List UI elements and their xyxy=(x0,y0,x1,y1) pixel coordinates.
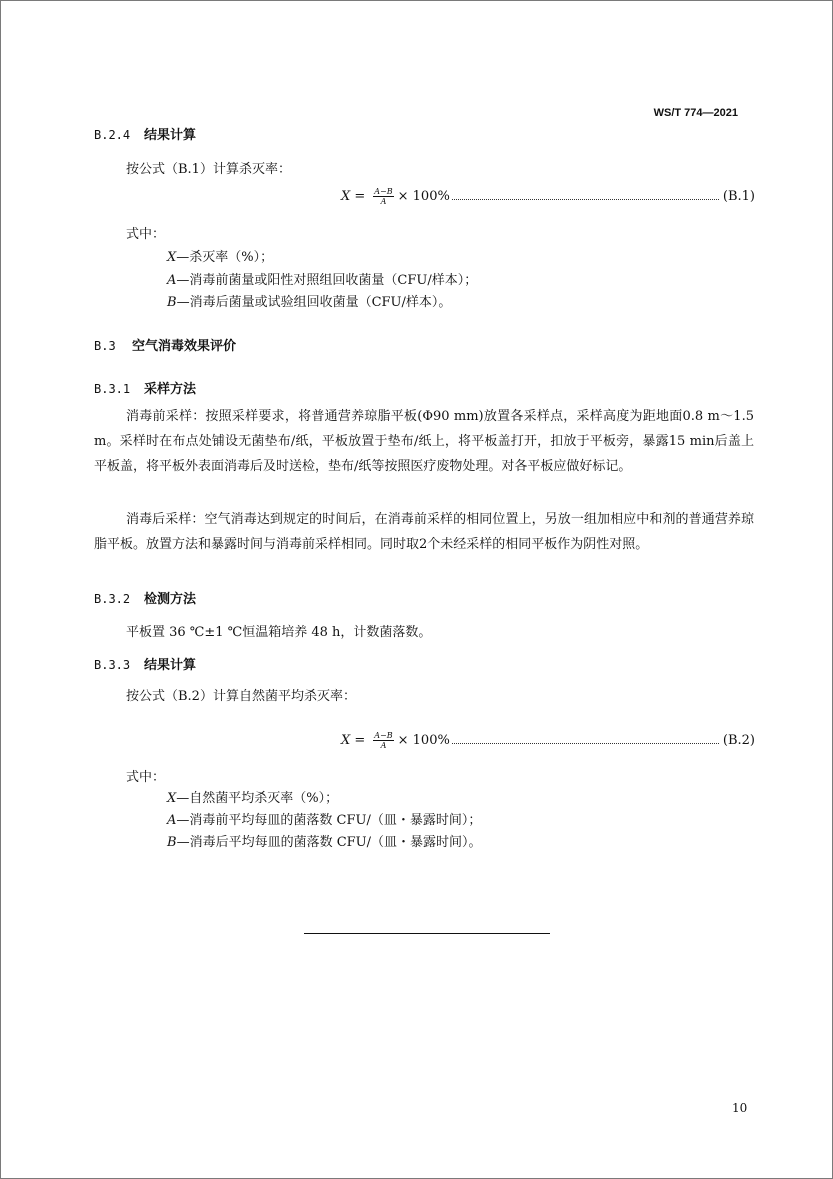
heading-number: B.2.4 xyxy=(94,128,131,142)
definition-item: B—消毒后菌量或试验组回收菌量（CFU/样本）。 xyxy=(167,295,452,310)
heading-title: 采样方法 xyxy=(144,382,197,397)
heading-title: 结果计算 xyxy=(144,128,197,143)
definition-item: A—消毒前平均每皿的菌落数 CFU/（皿・暴露时间）； xyxy=(167,813,482,828)
formula-fraction xyxy=(373,187,393,206)
heading-b32 xyxy=(94,588,196,607)
definition-item: X—自然菌平均杀灭率（%）； xyxy=(167,791,339,806)
heading-title: 空气消毒效果评价 xyxy=(132,339,237,354)
formula-lhs: X = xyxy=(341,189,366,204)
formula-rhs: × 100% xyxy=(397,733,450,748)
heading-number: B.3.1 xyxy=(94,382,131,396)
fraction-numerator: A−B xyxy=(374,731,393,740)
formula-rhs: × 100% xyxy=(397,189,450,204)
formula-b1 xyxy=(341,187,755,206)
where-label: 式中： xyxy=(126,227,166,242)
definition-item: B—消毒后平均每皿的菌落数 CFU/（皿・暴露时间）。 xyxy=(167,835,482,850)
formula-label: (B.1) xyxy=(722,189,755,204)
formula-lhs: X = xyxy=(341,733,366,748)
standard-number: WS/T 774—2021 xyxy=(653,107,738,119)
heading-number: B.3 xyxy=(94,339,116,353)
formula-intro: 按公式（B.2）计算自然菌平均杀灭率： xyxy=(126,689,356,704)
formula-fraction xyxy=(373,731,393,750)
fraction-denominator: A xyxy=(380,741,387,750)
heading-b3 xyxy=(94,335,236,354)
formula-b2 xyxy=(341,731,755,750)
end-rule xyxy=(304,933,550,934)
fraction-denominator: A xyxy=(380,197,387,206)
fraction-numerator: A−B xyxy=(374,187,393,196)
formula-label: (B.2) xyxy=(722,733,755,748)
heading-number: B.3.2 xyxy=(94,592,131,606)
leader-dots xyxy=(452,743,719,744)
heading-b31 xyxy=(94,378,196,397)
definition-item: X—杀灭率（%）； xyxy=(167,250,274,265)
heading-title: 检测方法 xyxy=(144,592,197,607)
paragraph-pre-sampling: 消毒前采样：按照采样要求，将普通营养琼脂平板(Φ90 mm)放置各采样点，采样高度为距地面0.8 m～1.5 m。采样时在布点处铺设无菌垫布/纸，平板放置于垫布/纸上，将平板盖打开，扣放于平板旁，暴露15 min后盖上平板盖，将平板外表面消毒后及时送检，垫布/纸等按照医疗废物处理。对各平板应做好标记。 xyxy=(94,409,754,474)
definition-item: A—消毒前菌量或阳性对照组回收菌量（CFU/样本）； xyxy=(167,273,478,288)
heading-b24 xyxy=(94,124,196,143)
page-number: 10 xyxy=(732,1101,748,1115)
heading-b33 xyxy=(94,654,196,673)
paragraph-post-sampling: 消毒后采样：空气消毒达到规定的时间后，在消毒前采样的相同位置上，另放一组加相应中和剂的普通营养琼脂平板。放置方法和暴露时间与消毒前采样相同。同时取2个未经采样的相同平板作为阴性对照。 xyxy=(94,512,754,552)
formula-intro: 按公式（B.1）计算杀灭率： xyxy=(126,162,291,177)
detection-text: 平板置 36 ℃±1 ℃恒温箱培养 48 h，计数菌落数。 xyxy=(126,625,432,640)
heading-number: B.3.3 xyxy=(94,658,131,672)
where-label: 式中： xyxy=(126,770,166,785)
leader-dots xyxy=(452,199,719,200)
heading-title: 结果计算 xyxy=(144,658,197,673)
